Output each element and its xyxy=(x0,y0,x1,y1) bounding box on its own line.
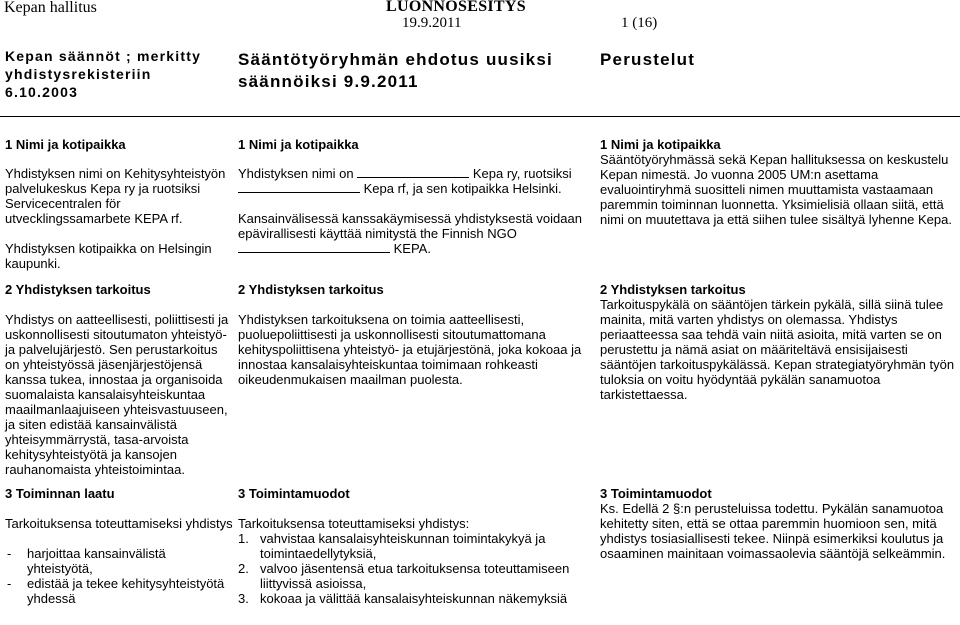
list-item xyxy=(238,561,593,591)
section2-rationale xyxy=(600,282,955,402)
blank-line xyxy=(357,177,469,178)
section2-proposal-text: Yhdistyksen tarkoituksena on toimia aatteellisesti, puoluepoliittisesti ja uskonnollisesti sitoutumattomana kehityspoliittisena yhteistyö- ja etujärjestönä, joka kokoaa ja innostaa kansalaisyhteiskuntaa toimimaan rohkeasti oikeudenmukaisen maailman puolesta. xyxy=(238,312,582,387)
list-number: 3. xyxy=(238,591,249,606)
section2-heading: 2 Yhdistyksen tarkoitus xyxy=(5,282,151,297)
blank-line xyxy=(238,252,390,253)
section1-heading: 1 Nimi ja kotipaikka xyxy=(238,137,359,152)
section3-current-intro: Tarkoituksensa toteuttamiseksi yhdistys xyxy=(5,516,233,531)
section2-heading: 2 Yhdistyksen tarkoitus xyxy=(238,282,384,297)
text: KEPA. xyxy=(393,241,431,256)
column-title-line: Sääntötyöryhmän ehdotus uusiksi xyxy=(238,50,553,69)
section3-rationale-text: Ks. Edellä 2 §:n perusteluissa todettu. Pykälän sanamuotoa kehitetty siten, että se ottaa paremmin huomioon sen, mitä yhdistys tosiasiallisesti tekee. Niinpä esimerkiksi koulutus ja osaaminen mainitaan voimassaolevia sääntöjä selkeämmin. xyxy=(600,501,946,561)
section3-proposal-heading: 3 Toimintamuodot xyxy=(238,486,350,501)
section2-rationale-heading: 2 Yhdistyksen tarkoitus xyxy=(600,282,746,297)
blank-line xyxy=(238,192,360,193)
column-title-line: yhdistysrekisteriin xyxy=(5,66,152,82)
list-item: - edistää ja tekee kehitysyhteistyötä yhdessä xyxy=(5,576,233,606)
list-item xyxy=(238,531,593,561)
section3-proposal-intro: Tarkoituksensa toteuttamiseksi yhdistys: xyxy=(238,516,470,531)
section1-current-name: Yhdistyksen nimi on Kehitysyhteistyön palvelukeskus Kepa ry ja ruotsiksi Servicecentralen för utvecklingssamarbete KEPA rf. xyxy=(5,166,226,226)
section1-proposal-line2 xyxy=(238,181,593,196)
header-organization: Kepan hallitus xyxy=(4,0,97,16)
header-draft-label: LUONNOSESITYS xyxy=(386,0,526,15)
section2-current-text: Yhdistys on aatteellisesti, poliittisesti ja uskonnollisesti sitoutumaton yhteistyö-ja palvelujärjestö. Sen perustarkoitus on yhteistyössä jäsenjärjestöjensä kanssa tukea, innostaa ja organisoida suomalaista kansalaisyhteiskuntaa maailmanlaajuiseen yhteisvastuuseen, ja siten edistää kansainvälistä yhteisymmärrystä, tasa-arvoista kehitysyhteistyötä ja kansojen rauhanomaista yhteistoimintaa. xyxy=(5,312,229,477)
column-title-rationale: Perustelut xyxy=(600,50,696,69)
section3-rationale-heading: 3 Toimintamuodot xyxy=(600,486,712,501)
section1-current-seat: Yhdistyksen kotipaikka on Helsingin kaupunki. xyxy=(5,241,212,271)
section3-proposal xyxy=(238,486,593,606)
section3-rationale xyxy=(600,486,955,561)
section1-heading: 1 Nimi ja kotipaikka xyxy=(5,137,126,152)
section3-current-heading: 3 Toiminnan laatu xyxy=(5,486,115,501)
column-title-line: 6.10.2003 xyxy=(5,84,79,100)
list-item xyxy=(238,591,593,606)
section2-rationale-text: Tarkoituspykälä on sääntöjen tärkein pykälä, sillä siinä tulee mainita, mitä varten yhdistys on olemassa. Yhdistys periaatteessa saa tehdä vain niitä asioita, mitä varten se on perustettu ja nämä asiat on määriteltävä ensisijaisesti sääntöjen tarkoituspykälässä. Kepan strategiatyöryhmän työn tuloksia on voitu hyödyntää pykälän sanamuotoa tarkistettaessa. xyxy=(600,297,955,402)
section1-proposal xyxy=(238,137,593,256)
section2-proposal xyxy=(238,282,593,387)
list-item: - harjoittaa kansainvälistä yhteistyötä, xyxy=(5,546,233,576)
header-date: 19.9.2011 xyxy=(402,15,462,31)
column-title-line: Kepan säännöt ; merkitty xyxy=(5,48,202,64)
list-text: kokoaa ja välittää kansalaisyhteiskunnan näkemyksiä xyxy=(260,591,568,606)
document-header xyxy=(0,0,960,40)
list-text: valvoo jäsentensä etua tarkoituksensa toteuttamiseen liittyvissä asioissa, xyxy=(260,561,570,591)
text: Kepa rf, ja sen kotipaikka Helsinki. xyxy=(363,181,562,196)
column-title-current-rules xyxy=(5,47,235,101)
section1-proposal-international: Kansainvälisessä kanssakäymisessä yhdistyksestä voidaan epävirallisesti käyttää nimitystä the Finnish NGO xyxy=(238,211,582,241)
section2-current xyxy=(5,282,233,477)
section3-proposal-list xyxy=(238,531,593,606)
section3-current-list xyxy=(5,546,233,606)
column-title-line: säännöiksi 9.9.2011 xyxy=(238,72,419,91)
section1-proposal-line1 xyxy=(238,166,593,181)
section1-rationale-text: Sääntötyöryhmässä sekä Kepan hallituksessa on keskustelu Kepan nimestä. Jo vuonna 2005 UM:n asettama evaluointiryhmä suositteli nimen muuttamista vastaamaan paremmin toiminnan luonnetta. Yksimielisiä ollaan siitä, että nimi on muutettava ja että siihen tulee sisältyä lyhenne Kepa. xyxy=(600,152,952,227)
column-title-proposal xyxy=(238,49,593,93)
text: Yhdistyksen nimi on xyxy=(238,166,354,181)
text: Kepa ry, ruotsiksi xyxy=(472,166,572,181)
section1-current xyxy=(5,137,233,271)
section1-proposal-line3 xyxy=(238,241,593,256)
section1-rationale xyxy=(600,137,955,227)
heading-divider xyxy=(0,116,960,117)
column-headings xyxy=(0,40,960,110)
list-number: 2. xyxy=(238,561,249,576)
list-number: 1. xyxy=(238,531,249,546)
list-text: vahvistaa kansalaisyhteiskunnan toimintakykyä ja toimintaedellytyksiä, xyxy=(260,531,546,561)
section1-heading: 1 Nimi ja kotipaikka xyxy=(600,137,721,152)
section3-current xyxy=(5,486,233,606)
header-page-number: 1 (16) xyxy=(621,15,658,31)
